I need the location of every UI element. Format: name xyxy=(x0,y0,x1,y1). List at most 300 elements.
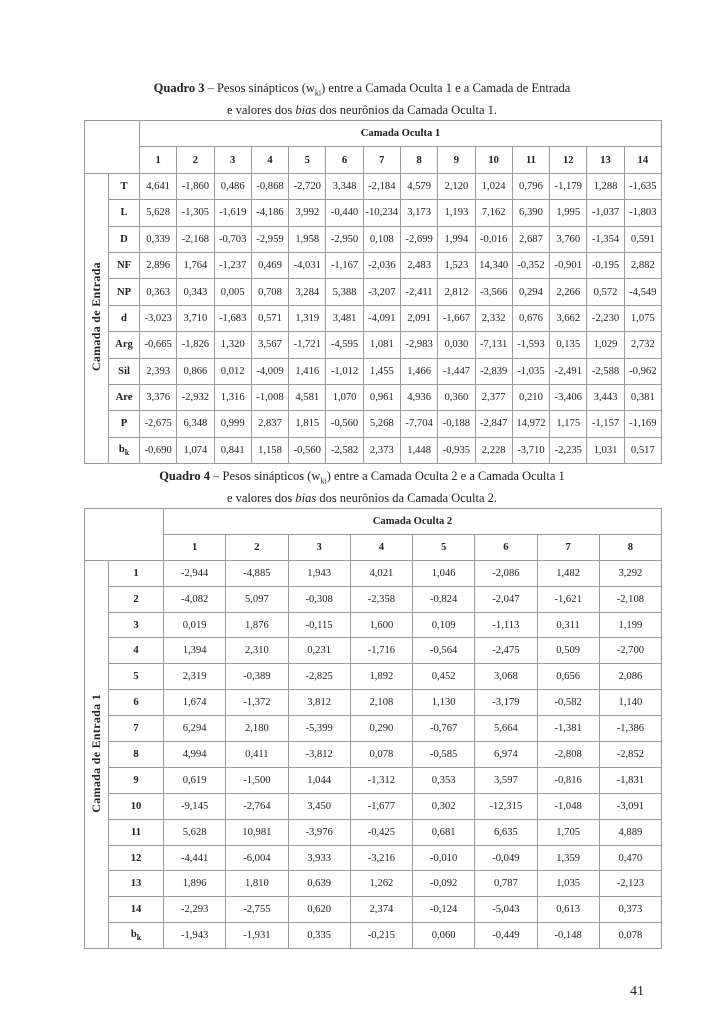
table-cell: -0,582 xyxy=(537,690,599,716)
table-cell: 1,523 xyxy=(438,252,475,278)
table-cell: -0,901 xyxy=(550,252,587,278)
table-cell: 0,360 xyxy=(438,384,475,410)
table-cell: -7,131 xyxy=(475,332,512,358)
table-cell: 6,390 xyxy=(512,200,549,226)
table-row xyxy=(85,742,662,768)
column-group-header: Camada Oculta 1 xyxy=(140,121,662,147)
table-cell: 0,470 xyxy=(599,845,661,871)
table-cell: -5,399 xyxy=(288,716,350,742)
header-row xyxy=(85,509,662,535)
table-cell: 0,676 xyxy=(512,305,549,331)
table-cell: -1,721 xyxy=(289,332,326,358)
table-cell: -1,716 xyxy=(350,638,412,664)
table-cell: 0,469 xyxy=(251,252,288,278)
column-header: 5 xyxy=(413,534,475,560)
table-cell: 14,972 xyxy=(512,411,549,437)
table-cell: 2,812 xyxy=(438,279,475,305)
table-cell: 6,635 xyxy=(475,819,537,845)
table-cell: -3,216 xyxy=(350,845,412,871)
table-cell: -3,023 xyxy=(140,305,177,331)
page-number: 41 xyxy=(630,984,644,999)
table-cell: 1,876 xyxy=(226,612,288,638)
table-cell: 1,359 xyxy=(537,845,599,871)
table-cell: -4,885 xyxy=(226,560,288,586)
table-cell: -0,564 xyxy=(413,638,475,664)
table-cell: -2,944 xyxy=(164,560,226,586)
quadro-3-caption-line2-a: e valores dos xyxy=(226,102,296,117)
column-header: 14 xyxy=(624,147,661,173)
table-cell: 1,035 xyxy=(537,871,599,897)
table-cell: 1,674 xyxy=(164,690,226,716)
quadro-4-caption xyxy=(0,468,724,507)
column-header: 12 xyxy=(550,147,587,173)
table-cell: 2,732 xyxy=(624,332,661,358)
bias-cell: 0,335 xyxy=(288,923,350,949)
table-row xyxy=(85,586,662,612)
table-cell: -2,720 xyxy=(289,173,326,199)
table-cell: 0,343 xyxy=(177,279,214,305)
row-label: 12 xyxy=(109,845,164,871)
table-cell: -0,665 xyxy=(140,332,177,358)
table-cell: -4,091 xyxy=(363,305,400,331)
table-cell: 0,619 xyxy=(164,767,226,793)
table-cell: -2,358 xyxy=(350,586,412,612)
column-header: 4 xyxy=(350,534,412,560)
column-header: 10 xyxy=(475,147,512,173)
table-cell: 4,641 xyxy=(140,173,177,199)
table-cell: 1,815 xyxy=(289,411,326,437)
table-cell: 1,600 xyxy=(350,612,412,638)
table-cell: 0,866 xyxy=(177,358,214,384)
table-cell: -4,009 xyxy=(251,358,288,384)
table-cell: 4,581 xyxy=(289,384,326,410)
table-cell: 3,992 xyxy=(289,200,326,226)
quadro-4-caption-text: – Pesos sinápticos (w xyxy=(210,469,321,483)
table-cell: -0,308 xyxy=(288,586,350,612)
table-cell: 2,091 xyxy=(400,305,437,331)
table-cell: 2,310 xyxy=(226,638,288,664)
bias-cell: -0,935 xyxy=(438,437,475,463)
table-cell: 2,687 xyxy=(512,226,549,252)
table-cell: 3,284 xyxy=(289,279,326,305)
row-label: 6 xyxy=(109,690,164,716)
table-row xyxy=(85,612,662,638)
bias-cell: -0,215 xyxy=(350,923,412,949)
table-cell: -2,293 xyxy=(164,897,226,923)
table-cell: 2,332 xyxy=(475,305,512,331)
table-cell: 1,482 xyxy=(537,560,599,586)
quadro-4-caption-line2-b: dos neurônios da Camada Oculta 2. xyxy=(316,490,498,505)
table-cell: 2,374 xyxy=(350,897,412,923)
table-cell: 7,162 xyxy=(475,200,512,226)
table-row xyxy=(85,845,662,871)
table-cell: 1,044 xyxy=(288,767,350,793)
table-cell: -1,826 xyxy=(177,332,214,358)
table-cell: 2,896 xyxy=(140,252,177,278)
row-label: 11 xyxy=(109,819,164,845)
bias-cell: -0,449 xyxy=(475,923,537,949)
table-cell: -1,683 xyxy=(214,305,251,331)
table-cell: -1,619 xyxy=(214,200,251,226)
table-cell: 1,046 xyxy=(413,560,475,586)
table-cell: 1,130 xyxy=(413,690,475,716)
table-cell: -1,677 xyxy=(350,793,412,819)
table-cell: -1,354 xyxy=(587,226,624,252)
table-cell: -3,566 xyxy=(475,279,512,305)
table-cell: -0,195 xyxy=(587,252,624,278)
table-cell: 3,068 xyxy=(475,664,537,690)
column-header: 11 xyxy=(512,147,549,173)
table-cell: 0,796 xyxy=(512,173,549,199)
bias-cell: 1,158 xyxy=(251,437,288,463)
table-cell: 3,760 xyxy=(550,226,587,252)
table-cell: 2,319 xyxy=(164,664,226,690)
table-cell: 1,075 xyxy=(624,305,661,331)
table-cell: 0,294 xyxy=(512,279,549,305)
table-cell: 1,994 xyxy=(438,226,475,252)
table-cell: 2,483 xyxy=(400,252,437,278)
table-cell: 0,012 xyxy=(214,358,251,384)
table-cell: -2,825 xyxy=(288,664,350,690)
table-cell: 2,180 xyxy=(226,716,288,742)
table-cell: -10,234 xyxy=(363,200,400,226)
row-label: 7 xyxy=(109,716,164,742)
table-cell: 6,348 xyxy=(177,411,214,437)
table-row xyxy=(85,560,662,586)
bias-label xyxy=(109,437,140,463)
table-cell: -0,962 xyxy=(624,358,661,384)
table-row xyxy=(85,226,662,252)
bias-cell: 2,373 xyxy=(363,437,400,463)
table-cell: 1,943 xyxy=(288,560,350,586)
table-cell: -0,115 xyxy=(288,612,350,638)
table-row xyxy=(85,200,662,226)
table-cell: 1,416 xyxy=(289,358,326,384)
row-label: d xyxy=(109,305,140,331)
table-cell: -2,959 xyxy=(251,226,288,252)
table-cell: 1,070 xyxy=(326,384,363,410)
table-cell: 3,662 xyxy=(550,305,587,331)
table-cell: -1,381 xyxy=(537,716,599,742)
table-cell: 1,029 xyxy=(587,332,624,358)
row-group-header xyxy=(85,560,109,948)
table-cell: 0,302 xyxy=(413,793,475,819)
table-cell: -2,108 xyxy=(599,586,661,612)
table-cell: -2,932 xyxy=(177,384,214,410)
table-cell: 0,019 xyxy=(164,612,226,638)
column-header: 4 xyxy=(251,147,288,173)
row-group-label: Camada de Entrada 1 xyxy=(89,693,103,813)
table-cell: -2,847 xyxy=(475,411,512,437)
row-label: 9 xyxy=(109,767,164,793)
table-cell: -2,764 xyxy=(226,793,288,819)
quadro-3-caption-line2-b: dos neurônios da Camada Oculta 1. xyxy=(316,102,498,117)
row-label: Sil xyxy=(109,358,140,384)
table-cell: 3,567 xyxy=(251,332,288,358)
table-cell: 3,443 xyxy=(587,384,624,410)
table-cell: 0,787 xyxy=(475,871,537,897)
bias-cell: 2,228 xyxy=(475,437,512,463)
table-row xyxy=(85,384,662,410)
bias-cell: -1,943 xyxy=(164,923,226,949)
table-cell: 0,620 xyxy=(288,897,350,923)
bias-cell: 0,517 xyxy=(624,437,661,463)
quadro-3-label: Quadro 3 xyxy=(153,81,205,95)
table-cell: -0,425 xyxy=(350,819,412,845)
table-cell: 0,290 xyxy=(350,716,412,742)
column-header: 7 xyxy=(363,147,400,173)
corner-cell xyxy=(85,121,140,174)
quadro-3-caption-bias: bias xyxy=(295,102,317,117)
table-cell: -1,113 xyxy=(475,612,537,638)
table-cell: 0,656 xyxy=(537,664,599,690)
table-cell: 0,030 xyxy=(438,332,475,358)
bias-cell: 1,074 xyxy=(177,437,214,463)
table-cell: -1,008 xyxy=(251,384,288,410)
table-cell: 1,193 xyxy=(438,200,475,226)
quadro-4-caption-text-2: ) entre a Camada Oculta 2 e a Camada Oculta 1 xyxy=(326,469,565,483)
table-cell: -3,091 xyxy=(599,793,661,819)
table-row xyxy=(85,638,662,664)
table-cell: 0,210 xyxy=(512,384,549,410)
column-header: 9 xyxy=(438,147,475,173)
table-cell: -2,036 xyxy=(363,252,400,278)
table-cell: -2,230 xyxy=(587,305,624,331)
table-cell: 0,681 xyxy=(413,819,475,845)
table-cell: 3,450 xyxy=(288,793,350,819)
quadro-3-table xyxy=(84,120,662,464)
table-row xyxy=(85,173,662,199)
bias-row xyxy=(85,437,662,463)
table-cell: -0,824 xyxy=(413,586,475,612)
row-label: L xyxy=(109,200,140,226)
table-cell: -1,179 xyxy=(550,173,587,199)
table-row xyxy=(85,793,662,819)
bias-cell: -2,582 xyxy=(326,437,363,463)
column-header: 13 xyxy=(587,147,624,173)
table-cell: -2,755 xyxy=(226,897,288,923)
table-cell: 3,481 xyxy=(326,305,363,331)
row-label: D xyxy=(109,226,140,252)
table-cell: -2,475 xyxy=(475,638,537,664)
quadro-4-label: Quadro 4 xyxy=(159,469,211,483)
column-header: 6 xyxy=(326,147,363,173)
table-cell: 0,708 xyxy=(251,279,288,305)
table-cell: 1,316 xyxy=(214,384,251,410)
table-cell: -7,704 xyxy=(400,411,437,437)
table-cell: 1,024 xyxy=(475,173,512,199)
corner-cell xyxy=(85,509,164,561)
table-cell: -12,315 xyxy=(475,793,537,819)
row-label: 10 xyxy=(109,793,164,819)
table-cell: 1,140 xyxy=(599,690,661,716)
table-row xyxy=(85,664,662,690)
table-cell: 1,199 xyxy=(599,612,661,638)
table-cell: 2,393 xyxy=(140,358,177,384)
table-row xyxy=(85,305,662,331)
table-cell: 0,591 xyxy=(624,226,661,252)
bias-label-b: b xyxy=(118,443,125,455)
row-label: 4 xyxy=(109,638,164,664)
table-cell: 1,995 xyxy=(550,200,587,226)
table-cell: 4,936 xyxy=(400,384,437,410)
table-cell: -0,016 xyxy=(475,226,512,252)
table-cell: 0,486 xyxy=(214,173,251,199)
table-cell: 0,135 xyxy=(550,332,587,358)
table-row xyxy=(85,332,662,358)
bias-cell: -2,235 xyxy=(550,437,587,463)
table-cell: -2,808 xyxy=(537,742,599,768)
table-cell: 5,628 xyxy=(140,200,177,226)
table-cell: 0,108 xyxy=(363,226,400,252)
table-cell: -0,010 xyxy=(413,845,475,871)
bias-cell: 0,060 xyxy=(413,923,475,949)
table-cell: -1,831 xyxy=(599,767,661,793)
row-label: 8 xyxy=(109,742,164,768)
table-cell: 0,411 xyxy=(226,742,288,768)
table-cell: -9,145 xyxy=(164,793,226,819)
table-cell: 1,175 xyxy=(550,411,587,437)
table-cell: -1,048 xyxy=(537,793,599,819)
row-label: NF xyxy=(109,252,140,278)
column-header: 2 xyxy=(226,534,288,560)
table-cell: -3,812 xyxy=(288,742,350,768)
table-cell: -0,049 xyxy=(475,845,537,871)
quadro-4-caption-sub: ki xyxy=(320,476,327,486)
table-cell: -2,588 xyxy=(587,358,624,384)
table-cell: -2,852 xyxy=(599,742,661,768)
row-label: 3 xyxy=(109,612,164,638)
row-label: 13 xyxy=(109,871,164,897)
table-cell: -4,595 xyxy=(326,332,363,358)
table-cell: -2,047 xyxy=(475,586,537,612)
table-cell: -1,037 xyxy=(587,200,624,226)
table-cell: 3,348 xyxy=(326,173,363,199)
quadro-3-caption-text-2: ) entre a Camada Oculta 1 e a Camada de Entrada xyxy=(321,81,571,95)
table-cell: -3,976 xyxy=(288,819,350,845)
table-cell: 0,339 xyxy=(140,226,177,252)
table-cell: -2,699 xyxy=(400,226,437,252)
table-row xyxy=(85,819,662,845)
table-cell: -0,703 xyxy=(214,226,251,252)
table-cell: -4,549 xyxy=(624,279,661,305)
table-cell: -0,816 xyxy=(537,767,599,793)
bias-cell: 1,031 xyxy=(587,437,624,463)
table-cell: 1,081 xyxy=(363,332,400,358)
table-cell: -0,389 xyxy=(226,664,288,690)
table-cell: 0,231 xyxy=(288,638,350,664)
table-cell: -1,635 xyxy=(624,173,661,199)
row-label: Are xyxy=(109,384,140,410)
table-cell: -1,593 xyxy=(512,332,549,358)
bias-label-sub: k xyxy=(136,933,142,943)
table-cell: -1,860 xyxy=(177,173,214,199)
bias-label xyxy=(109,923,164,949)
table-cell: -2,950 xyxy=(326,226,363,252)
table-cell: -1,621 xyxy=(537,586,599,612)
header-row xyxy=(85,121,662,147)
table-cell: 1,705 xyxy=(537,819,599,845)
table-cell: 0,363 xyxy=(140,279,177,305)
row-label: T xyxy=(109,173,140,199)
table-cell: -1,035 xyxy=(512,358,549,384)
table-cell: 1,320 xyxy=(214,332,251,358)
table-cell: 5,097 xyxy=(226,586,288,612)
bias-cell: 0,078 xyxy=(599,923,661,949)
table-cell: 5,268 xyxy=(363,411,400,437)
table-cell: 0,572 xyxy=(587,279,624,305)
table-cell: 0,961 xyxy=(363,384,400,410)
table-cell: 4,889 xyxy=(599,819,661,845)
quadro-3-caption-line-1 xyxy=(0,80,724,102)
table-row xyxy=(85,279,662,305)
table-cell: 0,373 xyxy=(599,897,661,923)
table-cell: 1,262 xyxy=(350,871,412,897)
table-cell: -0,585 xyxy=(413,742,475,768)
table-cell: 6,974 xyxy=(475,742,537,768)
table-cell: 4,021 xyxy=(350,560,412,586)
table-cell: 3,597 xyxy=(475,767,537,793)
table-cell: -0,767 xyxy=(413,716,475,742)
table-cell: -1,500 xyxy=(226,767,288,793)
table-cell: 1,892 xyxy=(350,664,412,690)
bias-cell: -0,690 xyxy=(140,437,177,463)
table-cell: -3,179 xyxy=(475,690,537,716)
table-cell: 2,108 xyxy=(350,690,412,716)
table-cell: 10,981 xyxy=(226,819,288,845)
table-row xyxy=(85,716,662,742)
table-cell: 5,664 xyxy=(475,716,537,742)
table-cell: -3,207 xyxy=(363,279,400,305)
row-label: 5 xyxy=(109,664,164,690)
row-group-label: Camada de Entrada xyxy=(89,262,103,372)
quadro-4-caption-line2-a: e valores dos xyxy=(226,490,296,505)
bias-cell: 0,841 xyxy=(214,437,251,463)
row-label: Arg xyxy=(109,332,140,358)
table-cell: -4,031 xyxy=(289,252,326,278)
table-cell: 0,381 xyxy=(624,384,661,410)
table-cell: 2,377 xyxy=(475,384,512,410)
table-cell: -4,082 xyxy=(164,586,226,612)
table-cell: 14,340 xyxy=(475,252,512,278)
table-cell: -1,447 xyxy=(438,358,475,384)
table-cell: -2,123 xyxy=(599,871,661,897)
column-header: 3 xyxy=(288,534,350,560)
table-cell: 1,466 xyxy=(400,358,437,384)
table-cell: -6,004 xyxy=(226,845,288,871)
column-header: 8 xyxy=(400,147,437,173)
table-cell: -1,667 xyxy=(438,305,475,331)
table-cell: -0,124 xyxy=(413,897,475,923)
table-cell: -1,157 xyxy=(587,411,624,437)
table-cell: 3,710 xyxy=(177,305,214,331)
table-row xyxy=(85,411,662,437)
table-cell: -0,092 xyxy=(413,871,475,897)
table-cell: -4,441 xyxy=(164,845,226,871)
table-cell: -2,700 xyxy=(599,638,661,664)
quadro-4-caption-line-1 xyxy=(0,468,724,490)
table-cell: 2,120 xyxy=(438,173,475,199)
bias-cell: -0,560 xyxy=(289,437,326,463)
table-cell: -1,237 xyxy=(214,252,251,278)
table-cell: -0,188 xyxy=(438,411,475,437)
table-cell: 5,628 xyxy=(164,819,226,845)
column-number-row xyxy=(85,147,662,173)
bias-row xyxy=(85,923,662,949)
table-cell: 3,292 xyxy=(599,560,661,586)
row-group-header xyxy=(85,173,109,463)
column-header: 3 xyxy=(214,147,251,173)
